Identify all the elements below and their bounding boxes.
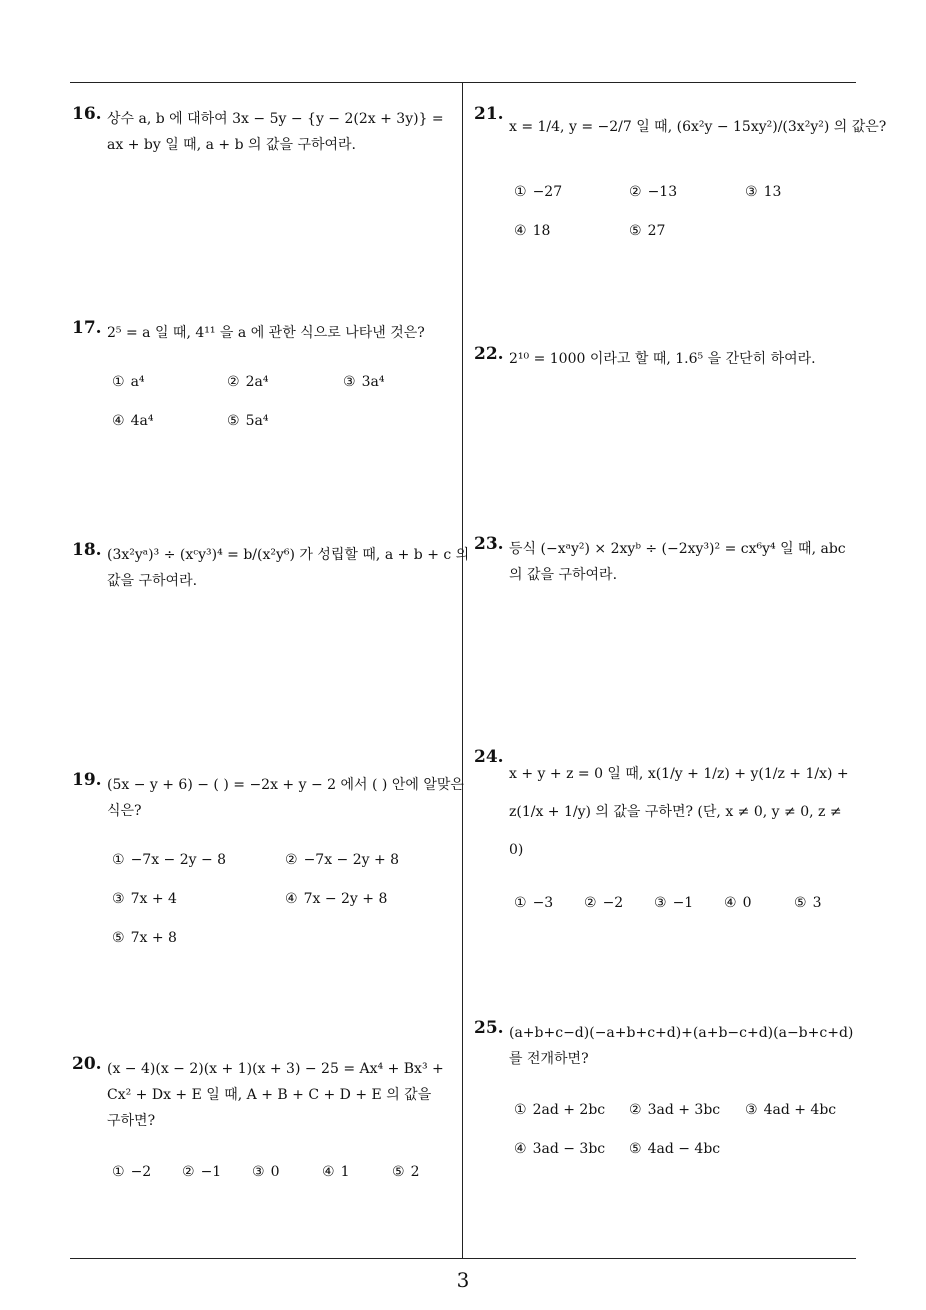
stem-line: 0) — [509, 842, 524, 858]
answer-option-5[interactable]: ⑤ 5a⁴ — [227, 413, 269, 429]
problem-number: 17. — [72, 318, 102, 338]
stem-line: 상수 a, b 에 대하여 3x − 5y − {y − 2(2x + 3y)} = — [107, 111, 444, 127]
stem-line: 2⁵ = a 일 때, 4¹¹ 을 a 에 관한 식으로 나타낸 것은? — [107, 325, 425, 341]
problem-number: 19. — [72, 770, 102, 790]
answer-option-2[interactable]: ② −1 — [182, 1164, 222, 1180]
stem-line: z(1/x + 1/y) 의 값을 구하면? (단, x ≠ 0, y ≠ 0, z ≠ — [509, 804, 842, 820]
answer-option-1[interactable]: ① −27 — [514, 184, 563, 200]
answer-option-4[interactable]: ④ 7x − 2y + 8 — [285, 891, 388, 907]
problem-stem — [107, 320, 425, 346]
answer-option-2[interactable]: ② 3ad + 3bc — [629, 1102, 721, 1118]
answer-option-1[interactable]: ① −7x − 2y − 8 — [112, 852, 227, 868]
top-rule — [70, 82, 856, 83]
stem-line: 2¹⁰ = 1000 이라고 할 때, 1.6⁵ 을 간단히 하여라. — [509, 351, 816, 367]
answer-option-3[interactable]: ③ 4ad + 4bc — [745, 1102, 837, 1118]
problem-stem — [107, 772, 464, 824]
problem-stem — [107, 1056, 444, 1134]
answer-option-5[interactable]: ⑤ 4ad − 4bc — [629, 1141, 721, 1157]
bottom-rule — [70, 1258, 856, 1259]
answer-option-4[interactable]: ④ 4a⁴ — [112, 413, 154, 429]
answer-option-5[interactable]: ⑤ 27 — [629, 223, 666, 239]
problem-number: 25. — [474, 1018, 504, 1038]
stem-line: 등식 (−xᵃy²) × 2xyᵇ ÷ (−2xy³)² = cx⁶y⁴ 일 때, abc — [509, 541, 846, 557]
answer-option-3[interactable]: ③ 13 — [745, 184, 782, 200]
stem-line: (x − 4)(x − 2)(x + 1)(x + 3) − 25 = Ax⁴ + Bx³ + — [107, 1061, 444, 1077]
answer-option-1[interactable]: ① −2 — [112, 1164, 152, 1180]
problem-stem — [509, 536, 846, 588]
stem-line: 값을 구하여라. — [107, 573, 198, 589]
answer-option-4[interactable]: ④ 1 — [322, 1164, 350, 1180]
answer-option-2[interactable]: ② 2a⁴ — [227, 374, 269, 390]
problem-stem — [509, 1020, 853, 1072]
answer-option-5[interactable]: ⑤ 3 — [794, 895, 822, 911]
problem-stem — [107, 106, 444, 158]
column-divider — [462, 82, 463, 1259]
problem-number: 20. — [72, 1054, 102, 1074]
problem-stem — [509, 346, 816, 372]
answer-option-5[interactable]: ⑤ 7x + 8 — [112, 930, 177, 946]
stem-line: (3x²yᵃ)³ ÷ (xᶜy³)⁴ = b/(x²y⁶) 가 성립할 때, a + b + c 의 — [107, 547, 470, 563]
answer-option-3[interactable]: ③ 0 — [252, 1164, 280, 1180]
problem-number: 22. — [474, 344, 504, 364]
answer-option-4[interactable]: ④ 3ad − 3bc — [514, 1141, 606, 1157]
stem-line: (5x − y + 6) − ( ) = −2x + y − 2 에서 ( ) 안에 알맞은 — [107, 777, 464, 793]
answer-option-3[interactable]: ③ −1 — [654, 895, 694, 911]
stem-line: 의 값을 구하여라. — [509, 567, 618, 583]
answer-option-5[interactable]: ⑤ 2 — [392, 1164, 420, 1180]
problem-number: 21. — [474, 104, 504, 124]
answer-option-4[interactable]: ④ 0 — [724, 895, 752, 911]
problem-number: 16. — [72, 104, 102, 124]
problem-number: 23. — [474, 534, 504, 554]
answer-option-1[interactable]: ① a⁴ — [112, 374, 145, 390]
problem-stem — [509, 114, 886, 140]
stem-line: 구하면? — [107, 1113, 156, 1129]
stem-line: x + y + z = 0 일 때, x(1/y + 1/z) + y(1/z + 1/x) + — [509, 766, 849, 782]
page-number: 3 — [456, 1268, 470, 1292]
answer-option-4[interactable]: ④ 18 — [514, 223, 551, 239]
answer-option-2[interactable]: ② −13 — [629, 184, 678, 200]
stem-line: 식은? — [107, 803, 142, 819]
problem-number: 18. — [72, 540, 102, 560]
answer-option-3[interactable]: ③ 7x + 4 — [112, 891, 177, 907]
stem-line: ax + by 일 때, a + b 의 값을 구하여라. — [107, 137, 357, 153]
stem-line: 를 전개하면? — [509, 1051, 589, 1067]
stem-line: Cx² + Dx + E 일 때, A + B + C + D + E 의 값을 — [107, 1087, 432, 1103]
problem-stem — [107, 542, 469, 594]
answer-option-3[interactable]: ③ 3a⁴ — [343, 374, 385, 390]
problem-stem — [509, 755, 849, 869]
answer-option-1[interactable]: ① −3 — [514, 895, 554, 911]
stem-line: x = 1/4, y = −2/7 일 때, (6x²y − 15xy²)/(3x²y²) 의 값은? — [509, 119, 887, 135]
answer-option-2[interactable]: ② −7x − 2y + 8 — [285, 852, 400, 868]
answer-option-1[interactable]: ① 2ad + 2bc — [514, 1102, 606, 1118]
stem-line: (a+b+c−d)(−a+b+c+d)+(a+b−c+d)(a−b+c+d) — [509, 1025, 854, 1041]
answer-option-2[interactable]: ② −2 — [584, 895, 624, 911]
problem-number: 24. — [474, 747, 504, 767]
